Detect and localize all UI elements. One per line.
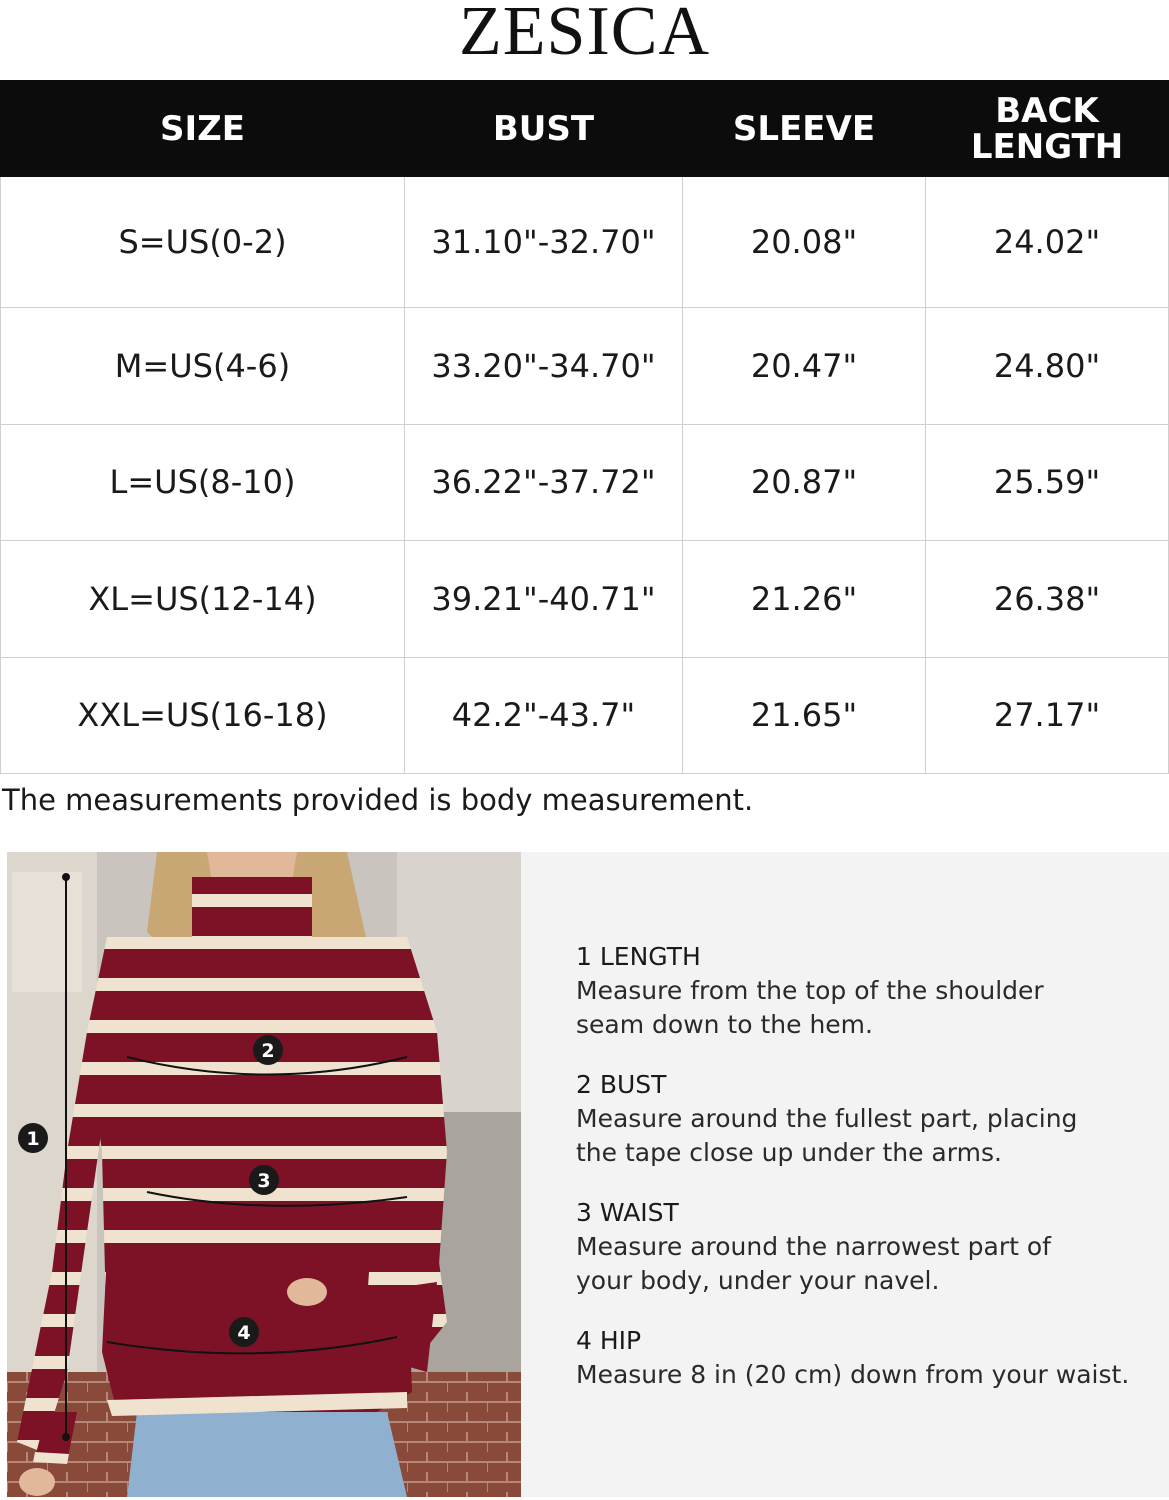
marker-length — [18, 1123, 48, 1153]
guide-desc: Measure from the top of the shoulder seam down to the hem. — [576, 976, 1044, 1039]
svg-text:2: 2 — [261, 1040, 275, 1062]
cell-bust: 33.20"-34.70" — [405, 308, 683, 425]
marker-hip — [229, 1317, 259, 1347]
brand-logo: ZESICA — [459, 0, 710, 70]
cell-sleeve: 20.47" — [683, 308, 926, 425]
table-header-row — [1, 81, 1169, 177]
measurement-guide — [576, 940, 1156, 1418]
cell-back-length: 24.02" — [926, 177, 1169, 308]
svg-text:4: 4 — [237, 1322, 251, 1344]
guide-desc: Measure 8 in (20 cm) down from your waist. — [576, 1360, 1130, 1389]
svg-text:3: 3 — [257, 1170, 271, 1192]
cell-sleeve: 21.65" — [683, 657, 926, 774]
marker-bust — [253, 1035, 283, 1065]
cell-bust: 42.2"-43.7" — [405, 657, 683, 774]
cell-size: XL=US(12-14) — [1, 541, 405, 658]
model-illustration — [7, 852, 521, 1497]
header-sleeve: SLEEVE — [683, 81, 926, 177]
svg-text:1: 1 — [26, 1128, 40, 1150]
table-row — [1, 177, 1169, 308]
guide-item-hip — [576, 1324, 1156, 1392]
cell-sleeve: 21.26" — [683, 541, 926, 658]
cell-back-length: 26.38" — [926, 541, 1169, 658]
cell-size: S=US(0-2) — [1, 177, 405, 308]
table-row — [1, 657, 1169, 774]
marker-waist — [249, 1165, 279, 1195]
guide-item-bust — [576, 1068, 1156, 1170]
cell-bust: 36.22"-37.72" — [405, 424, 683, 541]
table-row — [1, 541, 1169, 658]
guide-title: 2 BUST — [576, 1070, 667, 1099]
guide-desc: Measure around the narrowest part of your body, under your navel. — [576, 1232, 1051, 1295]
cell-bust: 31.10"-32.70" — [405, 177, 683, 308]
header-back-length-line2: LENGTH — [970, 126, 1124, 167]
size-chart-table — [0, 80, 1169, 774]
header-size: SIZE — [1, 81, 405, 177]
guide-desc: Measure around the fullest part, placing the tape close up under the arms. — [576, 1104, 1078, 1167]
cell-size: M=US(4-6) — [1, 308, 405, 425]
measurement-note: The measurements provided is body measurement. — [2, 783, 754, 817]
cell-sleeve: 20.87" — [683, 424, 926, 541]
cell-back-length: 27.17" — [926, 657, 1169, 774]
guide-item-waist — [576, 1196, 1156, 1298]
cell-size: L=US(8-10) — [1, 424, 405, 541]
cell-bust: 39.21"-40.71" — [405, 541, 683, 658]
header-back-length-line1: BACK — [995, 90, 1099, 131]
cell-back-length: 24.80" — [926, 308, 1169, 425]
cell-sleeve: 20.08" — [683, 177, 926, 308]
table-row — [1, 308, 1169, 425]
header-back-length — [926, 81, 1169, 177]
guide-title: 1 LENGTH — [576, 942, 701, 971]
guide-title: 3 WAIST — [576, 1198, 679, 1227]
table-row — [1, 424, 1169, 541]
header-bust: BUST — [405, 81, 683, 177]
guide-item-length — [576, 940, 1156, 1042]
model-photo — [7, 852, 521, 1497]
cell-size: XXL=US(16-18) — [1, 657, 405, 774]
guide-title: 4 HIP — [576, 1326, 642, 1355]
cell-back-length: 25.59" — [926, 424, 1169, 541]
